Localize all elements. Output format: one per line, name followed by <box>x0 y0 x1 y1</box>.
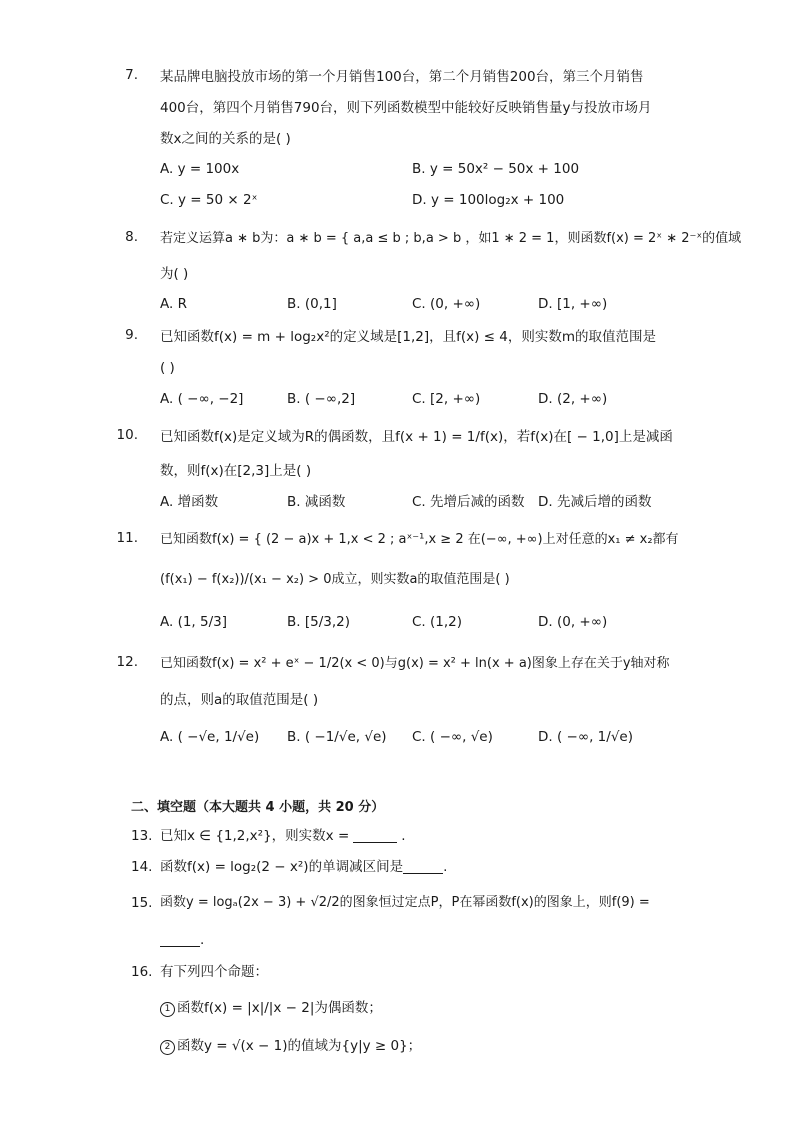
question-text: 数x之间的关系的是( ) <box>160 131 291 147</box>
option-a: A. R <box>160 296 187 312</box>
question-number: 8. <box>125 229 138 245</box>
option-c: C. y = 50 × 2ˣ <box>160 192 258 208</box>
question-number: 10. <box>116 427 138 443</box>
question-number: 12. <box>116 654 138 670</box>
option-a: A. 增函数 <box>160 494 219 510</box>
question-text: 已知函数f(x) = { (2 − a)x + 1,x < 2 ; aˣ⁻¹,x ≥ 2 在(−∞, +∞)上对任意的x₁ ≠ x₂都有 <box>160 532 679 547</box>
proposition-1 <box>160 998 382 1018</box>
question-text-part: 函数f(x) = log₂(2 − x²)的单调减区间是 <box>160 859 404 875</box>
question-number: 11. <box>116 530 138 546</box>
question-text: 数，则f(x)在[2,3]上是( ) <box>160 463 312 479</box>
circled-number: 2 <box>160 1040 175 1055</box>
question-text <box>160 826 406 846</box>
question-text: 有下列四个命题： <box>160 964 268 980</box>
circled-number: 1 <box>160 1002 175 1017</box>
option-b: B. ( −1/√e, √e) <box>287 729 387 745</box>
question-number: 16. <box>131 964 153 980</box>
question-text: 的点，则a的取值范围是( ) <box>160 692 319 708</box>
question-text: 已知函数f(x) = x² + eˣ − 1/2(x < 0)与g(x) = x² + ln(x + a)图象上存在关于y轴对称 <box>160 656 670 671</box>
option-c: C. [2, +∞) <box>412 391 481 407</box>
option-a: A. ( −∞, −2] <box>160 391 244 407</box>
question-text: 400台，第四个月销售790台，则下列函数模型中能较好反映销售量y与投放市场月 <box>160 100 652 116</box>
option-d: D. ( −∞, 1/√e) <box>538 729 633 745</box>
option-b: B. (0,1] <box>287 296 337 312</box>
question-number: 14. <box>131 859 153 875</box>
question-text: 某品牌电脑投放市场的第一个月销售100台，第二个月销售200台，第三个月销售 <box>160 69 644 85</box>
option-d: D. (2, +∞) <box>538 391 608 407</box>
option-d: D. (0, +∞) <box>538 614 608 630</box>
option-c: C. ( −∞, √e) <box>412 729 493 745</box>
answer-blank[interactable] <box>160 932 200 947</box>
question-text-part: . <box>200 932 205 948</box>
option-b: B. [5/3,2) <box>287 614 350 630</box>
question-text: 已知函数f(x)是定义域为R的偶函数，且f(x + 1) = 1/f(x)，若f(x)在[ − 1,0]上是减函 <box>160 429 673 445</box>
proposition-text: 函数f(x) = |x|/|x − 2|为偶函数； <box>177 1000 382 1016</box>
option-d: D. [1, +∞) <box>538 296 608 312</box>
option-c: C. (1,2) <box>412 614 463 630</box>
question-number: 15. <box>131 895 153 911</box>
question-text: (f(x₁) − f(x₂))/(x₁ − x₂) > 0成立，则实数a的取值范围是( ) <box>160 572 510 587</box>
question-text-part: . <box>401 828 406 844</box>
question-text: 函数y = logₐ(2x − 3) + √2/2的图象恒过定点P，P在幂函数f(x)的图象上，则f(9) = <box>160 895 650 910</box>
question-text-part: . <box>443 859 448 875</box>
option-b: B. ( −∞,2] <box>287 391 356 407</box>
option-d: D. y = 100log₂x + 100 <box>412 192 565 208</box>
proposition-text: 函数y = √(x − 1)的值域为{y|y ≥ 0}； <box>177 1038 422 1054</box>
question-text: 已知函数f(x) = m + log₂x²的定义域是[1,2]，且f(x) ≤ 4，则实数m的取值范围是 <box>160 329 657 345</box>
question-number: 9. <box>125 327 138 343</box>
question-text <box>160 857 447 877</box>
question-number: 7. <box>125 67 138 83</box>
option-a: A. y = 100x <box>160 161 240 177</box>
option-b: B. y = 50x² − 50x + 100 <box>412 161 580 177</box>
question-text-part: 已知x ∈ {1,2,x²}，则实数x = <box>160 828 350 844</box>
option-c: C. (0, +∞) <box>412 296 481 312</box>
section-heading: 二、填空题（本大题共 4 小题，共 20 分） <box>131 800 385 815</box>
answer-blank[interactable] <box>353 828 397 843</box>
proposition-2 <box>160 1036 421 1056</box>
option-a: A. (1, 5/3] <box>160 614 228 630</box>
question-text: 为( ) <box>160 266 189 282</box>
answer-blank[interactable] <box>403 859 443 874</box>
question-text: 若定义运算a ∗ b为：a ∗ b = { a,a ≤ b ; b,a > b ，如1 ∗ 2 = 1，则函数f(x) = 2ˣ ∗ 2⁻ˣ的值域 <box>160 231 742 246</box>
option-d: D. 先减后增的函数 <box>538 494 652 510</box>
question-text <box>160 930 204 950</box>
option-c: C. 先增后减的函数 <box>412 494 525 510</box>
question-number: 13. <box>131 828 153 844</box>
question-text: ( ) <box>160 360 175 376</box>
option-b: B. 减函数 <box>287 494 346 510</box>
option-a: A. ( −√e, 1/√e) <box>160 729 260 745</box>
